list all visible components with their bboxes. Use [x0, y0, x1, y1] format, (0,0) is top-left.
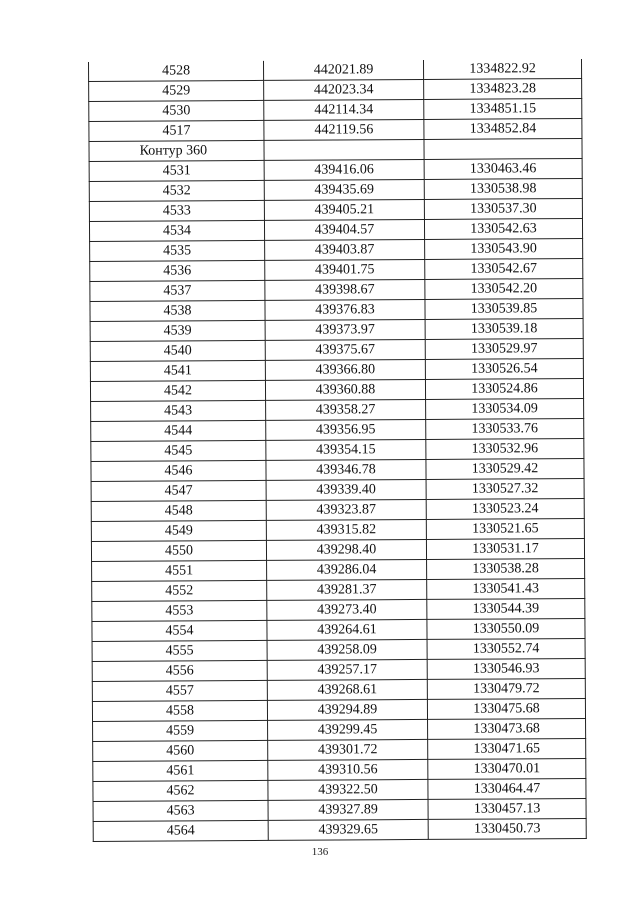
- x-coordinate-cell: 439346.78: [266, 459, 426, 480]
- y-coordinate-cell: 1334823.28: [424, 78, 582, 99]
- x-coordinate-cell: 439257.17: [267, 659, 427, 680]
- table-row: [92, 678, 585, 701]
- point-number-cell: 4532: [89, 180, 264, 201]
- page-number: 136: [311, 846, 329, 858]
- table-row: [92, 578, 585, 601]
- point-number-cell: 4552: [92, 580, 267, 601]
- table-row: [91, 418, 584, 441]
- table-row: [89, 98, 582, 121]
- y-coordinate-cell: 1330542.67: [425, 258, 583, 279]
- x-coordinate-cell: 439299.45: [268, 719, 428, 740]
- y-coordinate-cell: 1330550.09: [427, 618, 585, 639]
- table-row: [92, 558, 585, 581]
- y-coordinate-cell: 1330479.72: [427, 678, 585, 699]
- y-coordinate-cell: 1330538.98: [424, 178, 582, 199]
- table-row: [93, 738, 586, 761]
- y-coordinate-cell: 1330542.63: [424, 218, 582, 239]
- point-number-cell: 4555: [92, 640, 267, 661]
- x-coordinate-cell: 442023.34: [264, 79, 424, 100]
- x-coordinate-cell: 439354.15: [266, 439, 426, 460]
- x-coordinate-cell: 439356.95: [266, 419, 426, 440]
- y-coordinate-cell: 1330539.85: [425, 298, 583, 319]
- x-coordinate-cell: 439264.61: [267, 619, 427, 640]
- y-coordinate-cell: 1330475.68: [427, 698, 585, 719]
- point-number-cell: 4553: [92, 600, 267, 621]
- y-coordinate-cell: 1330532.96: [426, 438, 584, 459]
- point-number-cell: 4557: [92, 680, 267, 701]
- x-coordinate-cell: 439404.57: [264, 219, 424, 240]
- point-number-cell: 4563: [93, 800, 268, 821]
- x-coordinate-cell: 439273.40: [267, 599, 427, 620]
- x-coordinate-cell: 439286.04: [267, 559, 427, 580]
- point-number-cell: 4537: [90, 280, 265, 301]
- table-row: [89, 118, 582, 141]
- y-coordinate-cell: 1330457.13: [428, 798, 586, 819]
- y-coordinate-cell: 1330529.97: [425, 338, 583, 359]
- table-row: [92, 658, 585, 681]
- x-coordinate-cell: 439358.27: [266, 399, 426, 420]
- table-row: [88, 59, 581, 82]
- y-coordinate-cell: 1330533.76: [426, 418, 584, 439]
- y-coordinate-cell: 1330552.74: [427, 638, 585, 659]
- table-row: [93, 758, 586, 781]
- empty-cell: [424, 138, 582, 159]
- point-number-cell: 4546: [91, 460, 266, 481]
- y-coordinate-cell: 1330463.46: [424, 158, 582, 179]
- point-number-cell: 4544: [91, 420, 266, 441]
- table-row: [90, 238, 583, 261]
- point-number-cell: 4530: [89, 100, 264, 121]
- point-number-cell: 4531: [89, 160, 264, 181]
- point-number-cell: 4535: [90, 240, 265, 261]
- table-row: [92, 618, 585, 641]
- table-row: [91, 438, 584, 461]
- x-coordinate-cell: 439327.89: [268, 799, 428, 820]
- x-coordinate-cell: 439301.72: [268, 739, 428, 760]
- y-coordinate-cell: 1330450.73: [428, 818, 586, 839]
- y-coordinate-cell: 1330534.09: [426, 398, 584, 419]
- x-coordinate-cell: 439366.80: [265, 359, 425, 380]
- point-number-cell: 4558: [92, 700, 267, 721]
- point-number-cell: 4556: [92, 660, 267, 681]
- point-number-cell: 4533: [89, 200, 264, 221]
- point-number-cell: 4545: [91, 440, 266, 461]
- point-number-cell: 4548: [91, 500, 266, 521]
- table-row: [90, 318, 583, 341]
- x-coordinate-cell: 439315.82: [266, 519, 426, 540]
- x-coordinate-cell: 439258.09: [267, 639, 427, 660]
- y-coordinate-cell: 1330473.68: [428, 718, 586, 739]
- table-row: [93, 778, 586, 801]
- contour-label: Контур 360: [89, 140, 264, 161]
- y-coordinate-cell: 1330471.65: [428, 738, 586, 759]
- x-coordinate-cell: 442119.56: [264, 119, 424, 140]
- table-row: [90, 298, 583, 321]
- table-row: [93, 718, 586, 741]
- x-coordinate-cell: 439403.87: [265, 239, 425, 260]
- y-coordinate-cell: 1330539.18: [425, 318, 583, 339]
- y-coordinate-cell: 1330523.24: [426, 498, 584, 519]
- y-coordinate-cell: 1330543.90: [425, 238, 583, 259]
- y-coordinate-cell: 1330464.47: [428, 778, 586, 799]
- coordinates-table-body: [88, 59, 586, 841]
- y-coordinate-cell: 1330544.39: [427, 598, 585, 619]
- y-coordinate-cell: 1330521.65: [426, 518, 584, 539]
- y-coordinate-cell: 1330526.54: [425, 358, 583, 379]
- y-coordinate-cell: 1330529.42: [426, 458, 584, 479]
- table-row: [91, 498, 584, 521]
- point-number-cell: 4529: [89, 80, 264, 101]
- x-coordinate-cell: 439322.50: [268, 779, 428, 800]
- point-number-cell: 4547: [91, 480, 266, 501]
- x-coordinate-cell: 442021.89: [263, 60, 423, 80]
- y-coordinate-cell: 1334851.15: [424, 98, 582, 119]
- table-row: [89, 198, 582, 221]
- table-row: [90, 338, 583, 361]
- x-coordinate-cell: 439416.06: [264, 159, 424, 180]
- y-coordinate-cell: 1330537.30: [424, 198, 582, 219]
- x-coordinate-cell: 439268.61: [267, 679, 427, 700]
- x-coordinate-cell: 439435.69: [264, 179, 424, 200]
- table-row: [90, 278, 583, 301]
- y-coordinate-cell: 1330542.20: [425, 278, 583, 299]
- point-number-cell: 4564: [93, 820, 268, 841]
- point-number-cell: 4554: [92, 620, 267, 641]
- table-row: [92, 698, 585, 721]
- x-coordinate-cell: 439401.75: [265, 259, 425, 280]
- table-row: [89, 178, 582, 201]
- point-number-cell: 4550: [91, 540, 266, 561]
- point-number-cell: 4528: [88, 61, 263, 82]
- x-coordinate-cell: 439373.97: [265, 319, 425, 340]
- point-number-cell: 4561: [93, 760, 268, 781]
- y-coordinate-cell: 1330546.93: [427, 658, 585, 679]
- y-coordinate-cell: 1330470.01: [428, 758, 586, 779]
- point-number-cell: 4536: [90, 260, 265, 281]
- y-coordinate-cell: 1330524.86: [425, 378, 583, 399]
- x-coordinate-cell: 439294.89: [267, 699, 427, 720]
- table-row: [92, 638, 585, 661]
- x-coordinate-cell: 439329.65: [268, 819, 428, 840]
- point-number-cell: 4541: [90, 360, 265, 381]
- point-number-cell: 4540: [90, 340, 265, 361]
- point-number-cell: 4560: [93, 740, 268, 761]
- table-row: [93, 798, 586, 821]
- x-coordinate-cell: 442114.34: [264, 99, 424, 120]
- point-number-cell: 4542: [90, 380, 265, 401]
- x-coordinate-cell: 439375.67: [265, 339, 425, 360]
- table-row: [90, 258, 583, 281]
- point-number-cell: 4539: [90, 320, 265, 341]
- table-row: [91, 538, 584, 561]
- table-row: [91, 398, 584, 421]
- point-number-cell: 4559: [93, 720, 268, 741]
- x-coordinate-cell: 439339.40: [266, 479, 426, 500]
- x-coordinate-cell: 439398.67: [265, 279, 425, 300]
- table-row: [90, 378, 583, 401]
- y-coordinate-cell: 1330531.17: [426, 538, 584, 559]
- point-number-cell: 4551: [92, 560, 267, 581]
- document-sheet: [88, 59, 586, 842]
- y-coordinate-cell: 1330527.32: [426, 478, 584, 499]
- point-number-cell: 4534: [89, 220, 264, 241]
- y-coordinate-cell: 1334822.92: [423, 59, 581, 79]
- point-number-cell: 4543: [91, 400, 266, 421]
- empty-cell: [264, 139, 424, 160]
- table-row: [92, 598, 585, 621]
- point-number-cell: 4549: [91, 520, 266, 541]
- table-row: [89, 218, 582, 241]
- table-row: [91, 458, 584, 481]
- x-coordinate-cell: 439281.37: [267, 579, 427, 600]
- table-row: [89, 158, 582, 181]
- table-row: [91, 518, 584, 541]
- y-coordinate-cell: 1334852.84: [424, 118, 582, 139]
- x-coordinate-cell: 439310.56: [268, 759, 428, 780]
- table-row: [89, 78, 582, 101]
- x-coordinate-cell: 439323.87: [266, 499, 426, 520]
- point-number-cell: 4538: [90, 300, 265, 321]
- table-row: [90, 358, 583, 381]
- coordinates-table: [88, 59, 587, 842]
- x-coordinate-cell: 439376.83: [265, 299, 425, 320]
- x-coordinate-cell: 439405.21: [264, 199, 424, 220]
- x-coordinate-cell: 439360.88: [265, 379, 425, 400]
- point-number-cell: 4562: [93, 780, 268, 801]
- y-coordinate-cell: 1330541.43: [427, 578, 585, 599]
- y-coordinate-cell: 1330538.28: [427, 558, 585, 579]
- x-coordinate-cell: 439298.40: [266, 539, 426, 560]
- table-row: [93, 818, 586, 841]
- table-row: [91, 478, 584, 501]
- point-number-cell: 4517: [89, 120, 264, 141]
